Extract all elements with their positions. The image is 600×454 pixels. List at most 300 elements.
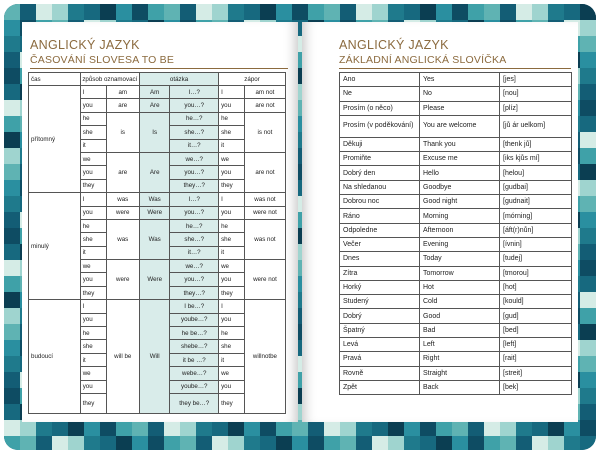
mosaic-tile: [260, 420, 276, 436]
pronoun-cell: they: [80, 286, 106, 299]
english-word: Hello: [420, 166, 500, 180]
czech-word: Špatný: [340, 323, 420, 337]
mosaic-tile: [4, 340, 20, 356]
mosaic-tile: [580, 68, 596, 84]
page-title: ANGLICKÝ JAZYK: [30, 38, 140, 52]
czech-word: Večer: [340, 237, 420, 251]
mosaic-tile: [36, 436, 52, 450]
mosaic-tile: [196, 4, 212, 20]
question-cell: yoube…?: [170, 313, 219, 326]
mosaic-tile: [52, 4, 68, 20]
mosaic-tile: [580, 52, 596, 68]
mosaic-tile: [340, 4, 356, 20]
header-question: otázka: [140, 73, 219, 86]
mosaic-tile: [4, 388, 20, 404]
verb-cell: is: [106, 112, 139, 152]
pronoun-cell: she: [80, 233, 106, 246]
mosaic-tile: [180, 4, 196, 20]
mosaic-tile: [388, 4, 404, 20]
mosaic-tile: [276, 4, 292, 20]
mosaic-tile: [580, 308, 596, 324]
mosaic-tile: [580, 436, 596, 450]
mosaic-tile: [580, 180, 596, 196]
verb-cell: are: [106, 152, 139, 192]
czech-word: Zpět: [340, 380, 420, 394]
mosaic-tile: [580, 228, 596, 244]
mosaic-tile: [516, 420, 532, 436]
pronoun-cell: I: [80, 193, 106, 206]
pronoun-cell: he: [219, 327, 245, 340]
vocab-row: [340, 166, 572, 180]
mosaic-tile: [420, 420, 436, 436]
pronoun-cell: you: [80, 166, 106, 179]
mosaic-tile: [164, 420, 180, 436]
question-cell: you…?: [170, 273, 219, 286]
question-verb-cell: Will: [140, 300, 170, 414]
vocab-row: [340, 252, 572, 266]
left-page: [22, 22, 298, 422]
czech-word: Pravá: [340, 352, 420, 366]
czech-word: Dobrý: [340, 309, 420, 323]
pronoun-cell: you: [80, 99, 106, 112]
question-cell: you…?: [170, 166, 219, 179]
mosaic-tile: [516, 436, 532, 450]
mosaic-tile: [308, 4, 324, 20]
table-row: [29, 300, 286, 313]
question-cell: it be …?: [170, 353, 219, 366]
mosaic-tile: [4, 372, 20, 388]
vocab-row: [340, 295, 572, 309]
mosaic-tile: [356, 436, 372, 450]
question-cell: webe…?: [170, 367, 219, 380]
mosaic-tile: [244, 436, 260, 450]
mosaic-tile: [500, 4, 516, 20]
verb-cell: will be: [106, 300, 139, 414]
english-word: Excuse me: [420, 152, 500, 166]
mosaic-tile: [484, 420, 500, 436]
mosaic-tile: [228, 436, 244, 450]
english-word: Straight: [420, 366, 500, 380]
mosaic-tile: [580, 420, 596, 436]
pronoun-cell: you: [219, 166, 245, 179]
mosaic-tile: [580, 388, 596, 404]
pronoun-cell: you: [219, 99, 245, 112]
pronunciation: [jů ár uelkom]: [500, 115, 572, 137]
negative-cell: was not: [244, 193, 285, 206]
pronoun-cell: it: [80, 139, 106, 152]
mosaic-tile: [4, 116, 20, 132]
mosaic-tile: [148, 4, 164, 20]
pronoun-cell: you: [80, 206, 106, 219]
mosaic-tile: [532, 420, 548, 436]
english-word: No: [420, 87, 500, 101]
pronunciation: [bek]: [500, 380, 572, 394]
english-word: Afternoon: [420, 223, 500, 237]
table-row: [29, 193, 286, 206]
header-negative: zápor: [219, 73, 286, 86]
pronoun-cell: she: [219, 340, 245, 353]
question-verb-cell: Is: [140, 112, 170, 152]
title-rule: [339, 68, 571, 69]
czech-word: Prosím (v poděkování): [340, 115, 420, 137]
mosaic-tile: [548, 4, 564, 20]
question-cell: it…?: [170, 246, 219, 259]
pronoun-cell: you: [80, 273, 106, 286]
mosaic-tile: [116, 4, 132, 20]
czech-word: Prosím (o něco): [340, 101, 420, 115]
pronunciation: [thenk jů]: [500, 137, 572, 151]
verb-cell: was: [106, 193, 139, 206]
mosaic-tile: [420, 436, 436, 450]
mosaic-tile: [100, 4, 116, 20]
pronoun-cell: it: [219, 246, 245, 259]
mosaic-tile: [4, 308, 20, 324]
mosaic-tile: [356, 4, 372, 20]
mosaic-tile: [420, 4, 436, 20]
pronoun-cell: you: [219, 380, 245, 393]
english-word: Thank you: [420, 137, 500, 151]
mosaic-tile: [564, 436, 580, 450]
vocab-row: [340, 137, 572, 151]
mosaic-tile: [4, 180, 20, 196]
vocab-row: [340, 309, 572, 323]
question-cell: they…?: [170, 179, 219, 192]
czech-word: Ne: [340, 87, 420, 101]
to-be-conjugation-table: [28, 72, 286, 414]
mosaic-tile: [4, 132, 20, 148]
mosaic-tile: [4, 228, 20, 244]
mosaic-tile: [164, 436, 180, 450]
question-cell: she…?: [170, 126, 219, 139]
mosaic-tile: [4, 356, 20, 372]
pronunciation: [kould]: [500, 295, 572, 309]
pronunciation: [áft(r)nůn]: [500, 223, 572, 237]
mosaic-tile: [436, 4, 452, 20]
pronunciation: [iks kjůs mí]: [500, 152, 572, 166]
english-word: You are welcome: [420, 115, 500, 137]
pronoun-cell: you: [80, 380, 106, 393]
negative-cell: are not: [244, 99, 285, 112]
question-cell: we…?: [170, 152, 219, 165]
mosaic-tile: [564, 420, 580, 436]
mosaic-tile: [340, 420, 356, 436]
mosaic-tile: [20, 4, 36, 20]
pronoun-cell: they: [80, 393, 106, 413]
pronunciation: [gud]: [500, 309, 572, 323]
mosaic-tile: [4, 436, 20, 450]
pronunciation: [tmorou]: [500, 266, 572, 280]
mosaic-tile: [132, 420, 148, 436]
mosaic-tile: [164, 4, 180, 20]
mosaic-tile: [228, 420, 244, 436]
pronoun-cell: we: [219, 260, 245, 273]
question-verb-cell: Was: [140, 193, 170, 206]
pronunciation: [mórning]: [500, 209, 572, 223]
vocab-row: [340, 101, 572, 115]
mosaic-tile: [4, 20, 20, 36]
mosaic-tile: [4, 164, 20, 180]
pronoun-cell: she: [80, 340, 106, 353]
question-cell: he…?: [170, 219, 219, 232]
verb-cell: were: [106, 206, 139, 219]
mosaic-tile: [324, 436, 340, 450]
vocab-row: [340, 366, 572, 380]
mosaic-tile: [580, 100, 596, 116]
question-cell: he…?: [170, 112, 219, 125]
question-cell: it…?: [170, 139, 219, 152]
vocab-row: [340, 323, 572, 337]
mosaic-tile: [484, 436, 500, 450]
pronunciation: [plíz]: [500, 101, 572, 115]
mosaic-tile: [468, 4, 484, 20]
mosaic-tile: [260, 4, 276, 20]
mosaic-tile: [452, 420, 468, 436]
pronoun-cell: we: [80, 367, 106, 380]
czech-word: Horký: [340, 280, 420, 294]
mosaic-tile: [84, 436, 100, 450]
pronoun-cell: he: [219, 219, 245, 232]
mosaic-tile: [580, 84, 596, 100]
english-word: Right: [420, 352, 500, 366]
mosaic-tile: [132, 436, 148, 450]
pronunciation: [helou]: [500, 166, 572, 180]
mosaic-tile: [52, 436, 68, 450]
mosaic-tile: [4, 260, 20, 276]
page-title: ANGLICKÝ JAZYK: [339, 38, 449, 52]
pronoun-cell: I: [80, 86, 106, 99]
tense-label: minulý: [29, 193, 81, 300]
mosaic-tile: [4, 292, 20, 308]
mosaic-tile: [180, 420, 196, 436]
mosaic-tile: [436, 436, 452, 450]
pronoun-cell: she: [80, 126, 106, 139]
mosaic-tile: [212, 4, 228, 20]
czech-word: Na shledanou: [340, 180, 420, 194]
question-verb-cell: Am: [140, 86, 170, 99]
pronoun-cell: they: [219, 393, 245, 413]
czech-word: Dobrou noc: [340, 195, 420, 209]
mosaic-tile: [4, 84, 20, 100]
question-cell: I…?: [170, 193, 219, 206]
mosaic-tile: [244, 420, 260, 436]
english-word: Evening: [420, 237, 500, 251]
question-verb-cell: Are: [140, 99, 170, 112]
pronunciation: [nou]: [500, 87, 572, 101]
mosaic-tile: [20, 420, 36, 436]
vocab-row: [340, 152, 572, 166]
pronunciation: [ívnin]: [500, 237, 572, 251]
english-word: Please: [420, 101, 500, 115]
mosaic-tile: [580, 132, 596, 148]
vocab-row: [340, 266, 572, 280]
pronoun-cell: I: [219, 300, 245, 313]
mosaic-tile: [276, 436, 292, 450]
pronoun-cell: it: [80, 246, 106, 259]
question-cell: he be…?: [170, 327, 219, 340]
table-header-row: [29, 73, 286, 86]
mosaic-tile: [324, 4, 340, 20]
pronoun-cell: you: [219, 313, 245, 326]
mosaic-tile: [4, 196, 20, 212]
mosaic-tile: [580, 244, 596, 260]
pronunciation: [tudej]: [500, 252, 572, 266]
mosaic-tile: [372, 420, 388, 436]
vocab-row: [340, 180, 572, 194]
question-cell: you…?: [170, 99, 219, 112]
mosaic-tile: [36, 4, 52, 20]
mosaic-tile: [292, 436, 308, 450]
mosaic-tile: [580, 36, 596, 52]
vocab-row: [340, 115, 572, 137]
mosaic-tile: [532, 4, 548, 20]
mosaic-tile: [4, 276, 20, 292]
mosaic-tile: [468, 420, 484, 436]
mosaic-tile: [388, 420, 404, 436]
pronunciation: [rait]: [500, 352, 572, 366]
pronoun-cell: I: [80, 300, 106, 313]
mosaic-tile: [372, 436, 388, 450]
mosaic-tile: [20, 436, 36, 450]
verb-cell: were: [106, 260, 139, 300]
mosaic-tile: [132, 4, 148, 20]
mosaic-tile: [372, 4, 388, 20]
mosaic-tile: [244, 4, 260, 20]
mosaic-tile: [452, 4, 468, 20]
mosaic-tile: [196, 436, 212, 450]
vocab-row: [340, 223, 572, 237]
pronoun-cell: she: [219, 126, 245, 139]
question-verb-cell: Were: [140, 260, 170, 300]
mosaic-tile: [580, 212, 596, 228]
mosaic-tile: [212, 436, 228, 450]
pronoun-cell: we: [80, 260, 106, 273]
english-word: Goodbye: [420, 180, 500, 194]
czech-word: Promiňte: [340, 152, 420, 166]
english-word: Back: [420, 380, 500, 394]
czech-word: Dnes: [340, 252, 420, 266]
mosaic-tile: [212, 420, 228, 436]
question-verb-cell: Was: [140, 219, 170, 259]
pronoun-cell: they: [80, 179, 106, 192]
mosaic-tile: [292, 4, 308, 20]
vocab-row: [340, 209, 572, 223]
english-word: Yes: [420, 73, 500, 87]
question-cell: we…?: [170, 260, 219, 273]
english-word: Good night: [420, 195, 500, 209]
mosaic-tile: [452, 436, 468, 450]
tense-label: budoucí: [29, 300, 81, 414]
vocab-row: [340, 280, 572, 294]
mosaic-tile: [356, 420, 372, 436]
header-tense: čas: [29, 73, 81, 86]
tense-label: přítomný: [29, 86, 81, 193]
pronoun-cell: it: [80, 353, 106, 366]
mosaic-tile: [100, 436, 116, 450]
mosaic-tile: [84, 4, 100, 20]
english-word: Cold: [420, 295, 500, 309]
table-row: [29, 86, 286, 99]
mosaic-tile: [4, 420, 20, 436]
vocab-row: [340, 380, 572, 394]
mosaic-tile: [580, 4, 596, 20]
mosaic-tile: [100, 420, 116, 436]
mosaic-tile: [580, 20, 596, 36]
vocab-row: [340, 73, 572, 87]
mosaic-tile: [68, 4, 84, 20]
question-cell: I…?: [170, 86, 219, 99]
question-cell: they…?: [170, 286, 219, 299]
mosaic-tile: [516, 4, 532, 20]
mosaic-tile: [468, 436, 484, 450]
question-verb-cell: Were: [140, 206, 170, 219]
pronunciation: [bed]: [500, 323, 572, 337]
mosaic-tile: [180, 436, 196, 450]
question-cell: yoube…?: [170, 380, 219, 393]
vocab-row: [340, 195, 572, 209]
mosaic-tile: [148, 420, 164, 436]
vocab-row: [340, 352, 572, 366]
mosaic-tile: [580, 324, 596, 340]
mosaic-tile: [68, 436, 84, 450]
english-word: Left: [420, 338, 500, 352]
mosaic-tile: [340, 436, 356, 450]
mosaic-tile: [308, 436, 324, 450]
negative-cell: were not: [244, 206, 285, 219]
negative-cell: am not: [244, 86, 285, 99]
mosaic-tile: [580, 292, 596, 308]
pronoun-cell: it: [219, 139, 245, 152]
mosaic-tile: [4, 244, 20, 260]
question-cell: I be…?: [170, 300, 219, 313]
mosaic-tile: [84, 420, 100, 436]
czech-word: Rovně: [340, 366, 420, 380]
mosaic-tile: [580, 196, 596, 212]
english-word: Today: [420, 252, 500, 266]
mosaic-tile: [324, 420, 340, 436]
header-affirmative: způsob oznamovací: [80, 73, 139, 86]
pronunciation: [hot]: [500, 280, 572, 294]
pronoun-cell: he: [80, 112, 106, 125]
mosaic-tile: [580, 164, 596, 180]
pronunciation: [gudbai]: [500, 180, 572, 194]
mosaic-tile: [404, 420, 420, 436]
mosaic-tile: [196, 420, 212, 436]
pronoun-cell: you: [80, 313, 106, 326]
mosaic-tile: [228, 4, 244, 20]
pronunciation: [jes]: [500, 73, 572, 87]
pronoun-cell: she: [219, 233, 245, 246]
vocab-row: [340, 237, 572, 251]
pronoun-cell: he: [219, 112, 245, 125]
pronoun-cell: I: [219, 86, 245, 99]
pronunciation: [streit]: [500, 366, 572, 380]
english-word: Bad: [420, 323, 500, 337]
mosaic-tile: [36, 420, 52, 436]
mosaic-tile: [276, 420, 292, 436]
pronoun-cell: you: [219, 206, 245, 219]
mosaic-tile: [500, 420, 516, 436]
mosaic-tile: [148, 436, 164, 450]
negative-cell: were not: [244, 260, 285, 300]
czech-word: Ráno: [340, 209, 420, 223]
mosaic-tile: [4, 148, 20, 164]
mosaic-tile: [564, 4, 580, 20]
czech-word: Studený: [340, 295, 420, 309]
czech-word: Dobrý den: [340, 166, 420, 180]
pronoun-cell: you: [219, 273, 245, 286]
czech-word: Zítra: [340, 266, 420, 280]
mosaic-tile: [292, 420, 308, 436]
